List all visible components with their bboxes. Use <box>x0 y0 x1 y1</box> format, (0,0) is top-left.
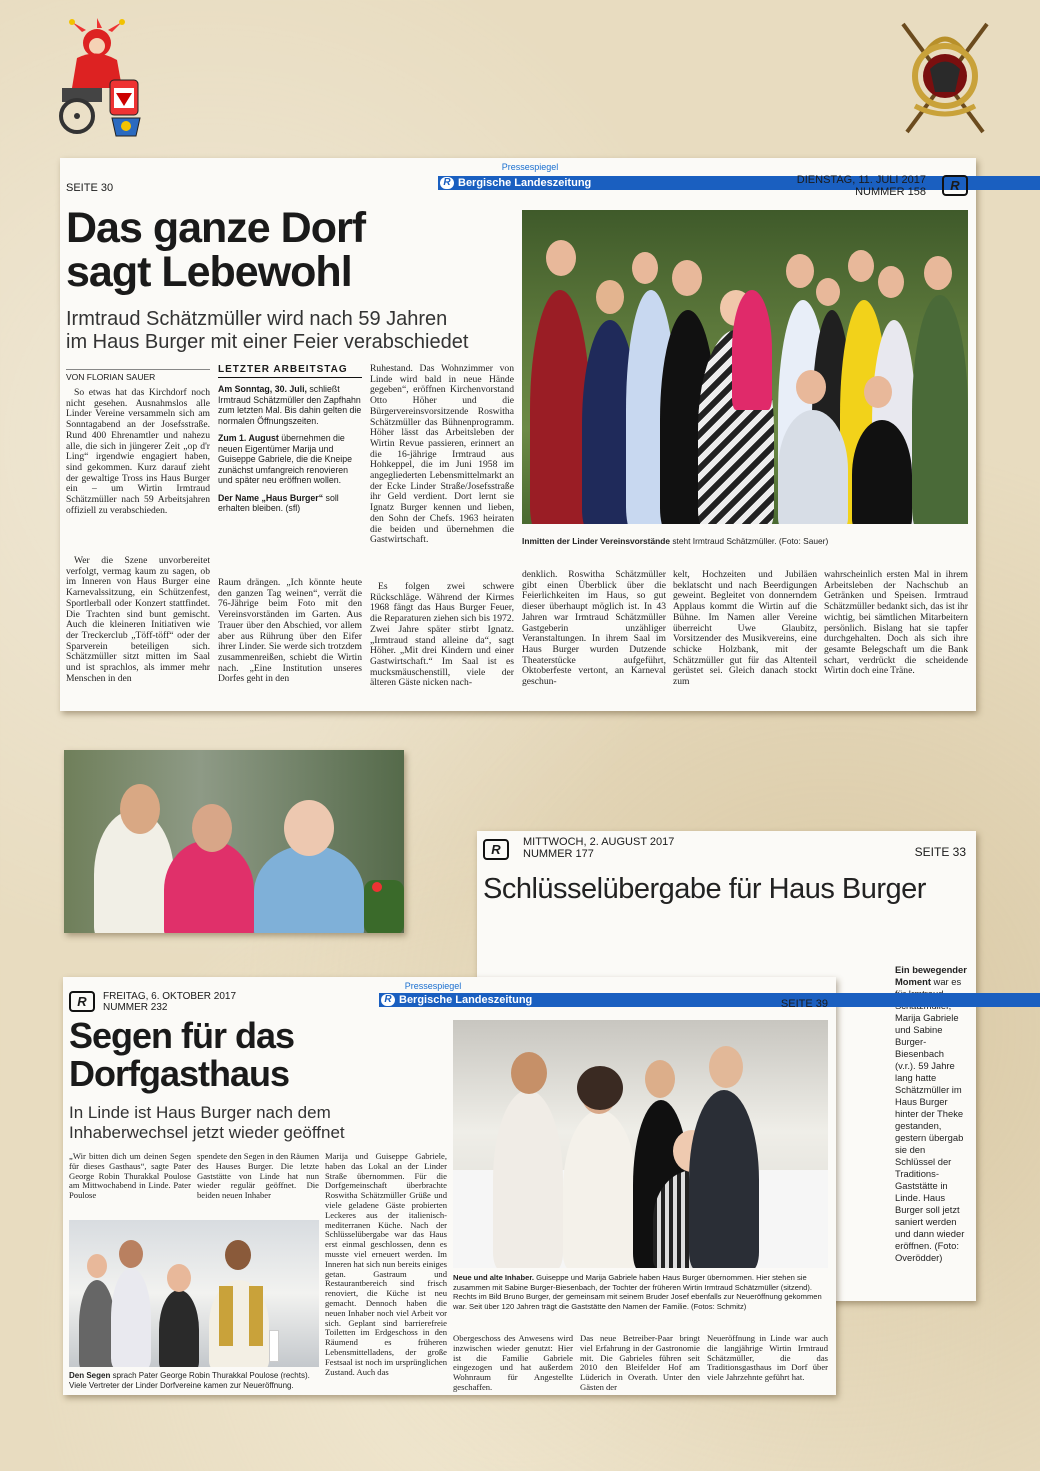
issue-date: MITTWOCH, 2. AUGUST 2017 <box>523 836 675 848</box>
body-column-3b: Es folgen zwei schwere Rückschläge. Während der Kirmes 1968 fängt das Haus Burger Feuer, die Reparaturen ziehen sich bis 1972. Zwei Jahre später stirbt Ignatz. „Irmtraud stand alleine da“, sagt Höher. „Mit drei Kindern und einer Gastwirtschaft.“ Im Saal ist es mucksmäuschenstill, viele der älteren Gäste nicken nach- <box>370 582 514 689</box>
subtitle: Irmtraud Schätzmüller wird nach 59 Jahren im Haus Burger mit einer Feier verabschiedet <box>66 308 469 353</box>
r-logo-icon: R <box>440 177 454 189</box>
issue-date: FREITAG, 6. OKTOBER 2017 <box>103 991 237 1002</box>
subtitle: In Linde ist Haus Burger nach dem Inhaberwechsel jetzt wieder geöffnet <box>69 1103 345 1142</box>
owners-photo-caption: Neue und alte Inhaber. Guiseppe und Marija Gabriele haben Haus Burger übernommen. Hier stehen sie zusammen mit Sabine Burger-Biesenbach, der Tochter der früheren Wirtin Irmtraud Schätzmüller (sitzend). Rechts im Bild Bruno Burger, der gemeinsam mit seinem Bruder Josef ebenfalls zur Neueröffnung gekommen war. Seit über 120 Jahren trägt die Gaststätte den Namen der Familie. (Fotos: Schmitz) <box>453 1273 822 1311</box>
r-logo-icon: R <box>381 994 395 1006</box>
body-column-5: kelt, Hochzeiten und Jubiläen beklatscht und nach Beerdigungen geweint. Begleitet von donnerndem Applaus kommt die Wirtin auf die Bühne. Im Namen aller Vereine überreicht Uwe Glaubitz, Vorsitzender des Musikvereins, eine schicke Holzbank, mit der Schätzmüller gut für das Altenteil gerüstet sei. Gleich danach stockt zum <box>673 570 817 688</box>
body-column-1: „Wir bitten dich um deinen Segen für dieses Gasthaus“, sagte Pater George Robin Thurakkal Poulose am Mittwochabend in Linde. Pater Poulose <box>69 1152 191 1201</box>
info-box-p1: Am Sonntag, 30. Juli, schließt Irmtraud Schätzmüller den Zapfhahn zum letzten Mal. Bis dahin gelten die normalen Öffnungszeiten. <box>218 384 362 426</box>
page-number: SEITE 30 <box>66 182 114 194</box>
info-box <box>218 364 362 552</box>
page-number: SEITE 39 <box>780 998 828 1010</box>
newspaper-name: Bergische Landeszeitung <box>458 177 592 189</box>
headline: Schlüsselübergabe für Haus Burger <box>483 873 926 905</box>
body-column-4: denklich. Roswitha Schätzmüller gibt einen Überblick über die Feierlichkeiten im Haus, so gut dieser überhaupt möglich ist. In 43 Jahren war Irmtraud Schätzmüller Gastgeberin unzähliger Veranstaltungen. In ihrem Saal im Haus Burger wurden Dutzende Theaterstücke aufgeführt, Oktoberfeste vertont, an Karneval geschun- <box>522 570 666 688</box>
author-byline: VON FLORIAN SAUER <box>66 369 210 382</box>
headline: Segen für das Dorfgasthaus <box>69 1015 295 1094</box>
body-column-6: Neueröffnung in Linde war auch die langjährige Wirtin Irmtraud Schätzmüller, die das Traditionsgasthaus im Dorf über viele Jahrzehnte geführt hat. <box>707 1334 828 1383</box>
page-number: SEITE 33 <box>914 845 966 859</box>
body-column-1b: Wer die Szene unvorbereitet verfolgt, vermag kaum zu sagen, ob im Inneren von Haus Burger eine Karnevalssitzung, ein Schützenfest, Sportlerball oder Konzert stattfindet. Die Trachten sind bunt gemischt. Auch die kleineren Initiativen wie der Treckerclub „Töff-töff“ oder der Sparverein beteiligen sich. Schätzmüller sitzt mitten im Saal und ist sprachlos, als immer mehr Menschen in den <box>66 556 210 684</box>
issue-number: NUMMER 177 <box>523 848 594 860</box>
issue-number: NUMMER 232 <box>103 1002 168 1013</box>
article-clipping-1 <box>60 158 976 711</box>
newspaper-name: Bergische Landeszeitung <box>399 994 533 1006</box>
pressespiegel-label: Pressespiegel <box>501 162 559 172</box>
body-column-5: Das neue Betreiber-Paar bringt viel Erfahrung in der Gastronomie mit. Die Gabrieles führen seit 2010 den Bleifelder Hof am Lüderich in Overath. Unter den Gästen der <box>580 1334 700 1392</box>
body-column-3: Ruhestand. Das Wohnzimmer von Linde wird bald in neue Hände gegeben“, eröffnen Kirchenvorstand Otto Höher und die Bürgervereinsvorsitzende Roswitha Schätzmüller das Bühnenprogramm. Höher lässt das Arbeitsleben der Wirtin Revue passieren, erinnert an die 16-jährige Irmtraud aus Hohkeppel, die im Juni 1958 im angegliederten Lebensmittelmarkt an der Ecke Linder Straße/Josefsstraße ihr Geld verdient. Dort lernt sie Ignatz Burger kennen und lieben, den Sohn der Chefs. 1963 heiraten die beiden und übernehmen die Gastwirtschaft. <box>370 364 514 546</box>
side-caption: Ein bewegender Moment war es Marija Gabriele und Sabine Burger-Biesenbach (v.r.). 59 Jahre lang hatte Schätzmüller im Haus Burger hinter der Theke gestanden, gestern übergab sie den Schlüssel der Traditions-Gaststätte in Linde. Haus Burger soll jetzt saniert werden und dann wieder eröffnen. (Foto: Overödder) <box>895 964 967 1263</box>
article-clipping-3 <box>63 977 836 1395</box>
photo-caption: Inmitten der Linder Vereinsvorstände steht Irmtraud Schätzmüller. (Foto: Sauer) <box>522 536 829 546</box>
body-column-2b: Raum drängen. „Ich könnte heute den ganzen Tag weinen“, verrät die 76-Jährige beim Foto mit den Vereinsvorständen im Garten. Aus Trauer über den Abschied, vor allem aber aus Rührung über den Eifer ihrer Linder. Sie werde sich trotzdem zusammenreißen, schiebt die Wirtin nach. „Eine Institution unseres Dorfes geht in den <box>218 578 362 685</box>
group-photo <box>522 210 968 524</box>
hunters-emblem-logo <box>895 14 995 139</box>
body-column-6: wahrscheinlich ersten Mal in ihrem Arbeitsleben der Nachschub an Getränken und Speisen. Irmtraud Schätzmüller bedankt sich, das ist ihr wichtig, bei sämtlichen Mitarbeitern persönlich. Bislang hat sie tapfer durchgehalten. Doch als sich ihre gesamte Belegschaft um die Bank schart, verdrückt die scheidende Wirtin doch eine Träne. <box>824 570 968 677</box>
r-logo-icon: R <box>483 839 509 860</box>
r-logo-icon: R <box>69 991 95 1012</box>
pressespiegel-label: Pressespiegel <box>404 981 462 991</box>
owners-photo <box>453 1020 828 1268</box>
blessing-photo-caption: Den Segen sprach Pater George Robin Thurakkal Poulose (rechts). Viele Vertreter der Linder Dorfvereine kamen zur Neueröffnung. <box>69 1371 310 1390</box>
body-column-3: Marija und Guiseppe Gabriele, haben das Lokal an der Linder Straße übernommen. Für die Dorfgemeinschaft überbrachte Roswitha Schätzmüller Grüße und viele geladene Gäste probierten Leckeres aus der italienisch-mediterranen Küche. Nach der Schlüsselübergabe war das Haus erst einmal geschlossen, denn es musste viel erneuert werden. Im Inneren hat sich nun bereits einiges getan. Gastraum und Restaurantbereich sind frisch renoviert, die Küche ist neu gemacht. Dennoch haben die neuen Inhaber noch viel Arbeit vor sich. Geplant sind barrierefreie Toiletten im Erdgeschoss in den Räumend es früheren Lebensmittelladens, der große Festsaal ist noch im ursprünglichen Zustand. Auch das <box>325 1152 447 1377</box>
body-column-1: So etwas hat das Kirchdorf noch nicht gesehen. Ausnahmslos alle Linder Vereine versammeln sich am Sonntagabend an der Josefsstraße. Rund 400 Ehrenamtler und nahezu alle, die sich in jüngerer Zeit „op d'r Ling“ irgendwie engagiert haben, sind gekommen. Kurz darauf zieht der gewaltige Tross ins Haus Burger ein – um Wirtin Irmtraud Schätzmüller nach 59 Arbeitsjahren offiziell zu verabschieden. <box>66 388 210 516</box>
info-box-p2: Zum 1. August übernehmen die neuen Eigentümer Marija und Guiseppe Gabriele, die die Kneipe zunächst umfangreich renovieren und später neu eröffnen wollen. <box>218 433 352 485</box>
newspaper-masthead <box>379 993 1040 1007</box>
r-logo-icon: R <box>942 175 968 196</box>
blessing-photo <box>69 1220 319 1367</box>
key-handover-photo <box>64 750 404 933</box>
body-column-4: Obergeschoss des Anwesens wird inzwischen wieder genutzt: Hier ist die Familie Gabriele eingezogen und hat außerdem Wohnraum für Angestellte geschaffen. <box>453 1334 573 1392</box>
issue-date: DIENSTAG, 11. JULI 2017 <box>796 174 926 186</box>
jester-crest-logo <box>52 18 142 138</box>
info-box-title: LETZTER ARBEITSTAG <box>218 364 362 378</box>
issue-number: NUMMER 158 <box>855 186 926 198</box>
body-column-2: spendete den Segen in den Räumen des Hauses Burger. Die letzte Gaststätte von Linde hat nun wieder regulär geöffnet. Die beiden neuen Inhaber <box>197 1152 319 1201</box>
info-box-p3: Der Name „Haus Burger“ soll erhalten bleiben. (sfl) <box>218 492 339 513</box>
headline: Das ganze Dorf sagt Lebewohl <box>66 204 366 296</box>
